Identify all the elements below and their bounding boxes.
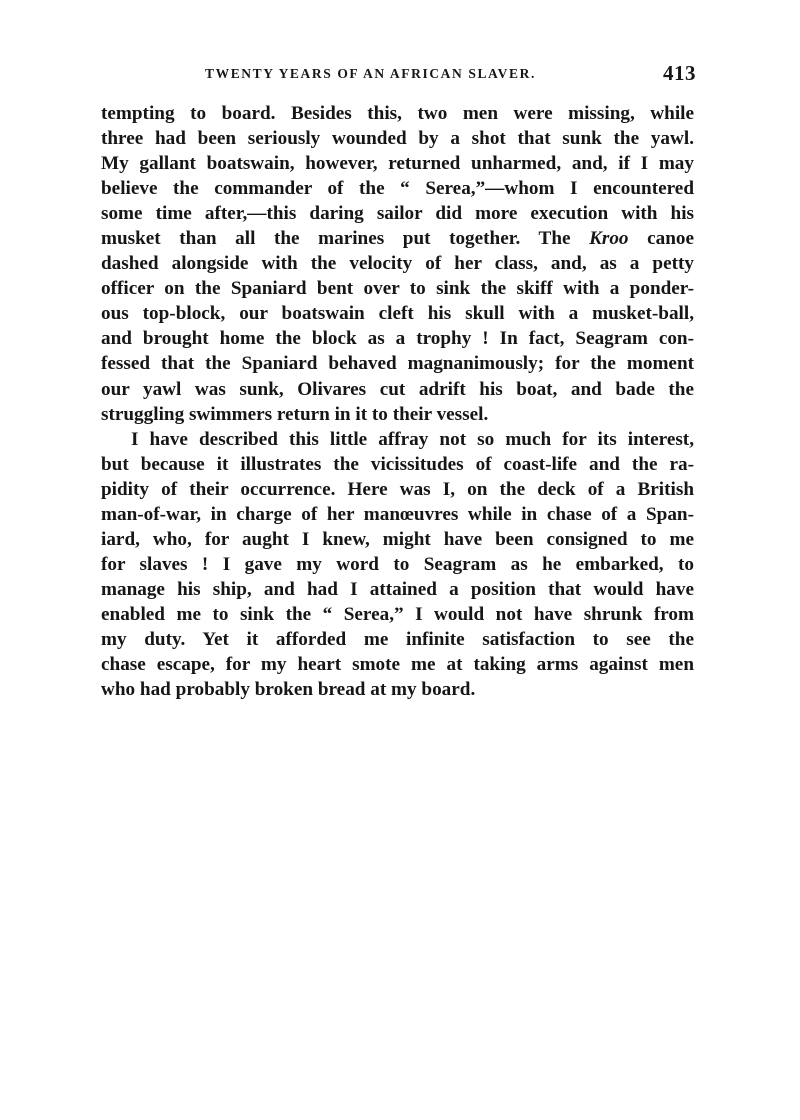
text-line: our yawl was sunk, Olivares cut adrift his boat, and bade the bbox=[101, 378, 694, 400]
page-number: 413 bbox=[663, 61, 696, 85]
text-line: three had been seriously wounded by a shot that sunk the yawl. bbox=[101, 128, 694, 150]
text-line: man-of-war, in charge of her manœuvres while in chase of a Span- bbox=[101, 503, 694, 525]
text-line: tempting to board. Besides this, two men were missing, while bbox=[101, 103, 694, 124]
text-line: My gallant boatswain, however, returned unharmed, and, if I may bbox=[101, 153, 694, 175]
text-line: who had probably broken bread at my board. bbox=[101, 679, 476, 701]
text-line: and brought home the block as a trophy ! In fact, Seagram con- bbox=[101, 328, 694, 350]
paragraph-1 bbox=[101, 101, 694, 427]
text-line: musket than all the marines put together. The Kroo canoe bbox=[101, 228, 694, 250]
text-line: enabled me to sink the “ Serea,” I would not have shrunk from bbox=[101, 603, 694, 625]
running-head bbox=[0, 61, 800, 88]
text-line: but because it illustrates the vicissitudes of coast-life and the ra- bbox=[101, 453, 694, 475]
text-line: dashed alongside with the velocity of her class, and, as a petty bbox=[101, 253, 694, 275]
text-line: officer on the Spaniard bent over to sink the skiff with a ponder- bbox=[101, 278, 694, 300]
body-text bbox=[101, 101, 694, 702]
text-line: manage his ship, and had I attained a position that would have bbox=[101, 578, 694, 600]
text-line: for slaves ! I gave my word to Seagram as he embarked, to bbox=[101, 553, 694, 575]
paragraph-2 bbox=[101, 427, 694, 703]
text-line: some time after,—this daring sailor did more execution with his bbox=[101, 203, 694, 225]
running-title: TWENTY YEARS OF AN AFRICAN SLAVER. bbox=[205, 66, 536, 81]
text-line: iard, who, for aught I knew, might have been consigned to me bbox=[101, 528, 694, 550]
text-line: struggling swimmers return in it to their vessel. bbox=[101, 403, 489, 425]
text-line: fessed that the Spaniard behaved magnanimously; for the moment bbox=[101, 353, 694, 375]
text-line: chase escape, for my heart smote me at taking arms against men bbox=[101, 654, 694, 676]
text-line: I have described this little affray not so much for its interest, bbox=[131, 428, 694, 450]
text-line: ous top-block, our boatswain cleft his skull with a musket-ball, bbox=[101, 303, 694, 325]
text-line: my duty. Yet it afforded me infinite satisfaction to see the bbox=[101, 628, 694, 650]
text-line: believe the commander of the “ Serea,”—whom I encountered bbox=[101, 178, 694, 200]
text-line: pidity of their occurrence. Here was I, on the deck of a British bbox=[101, 478, 694, 500]
